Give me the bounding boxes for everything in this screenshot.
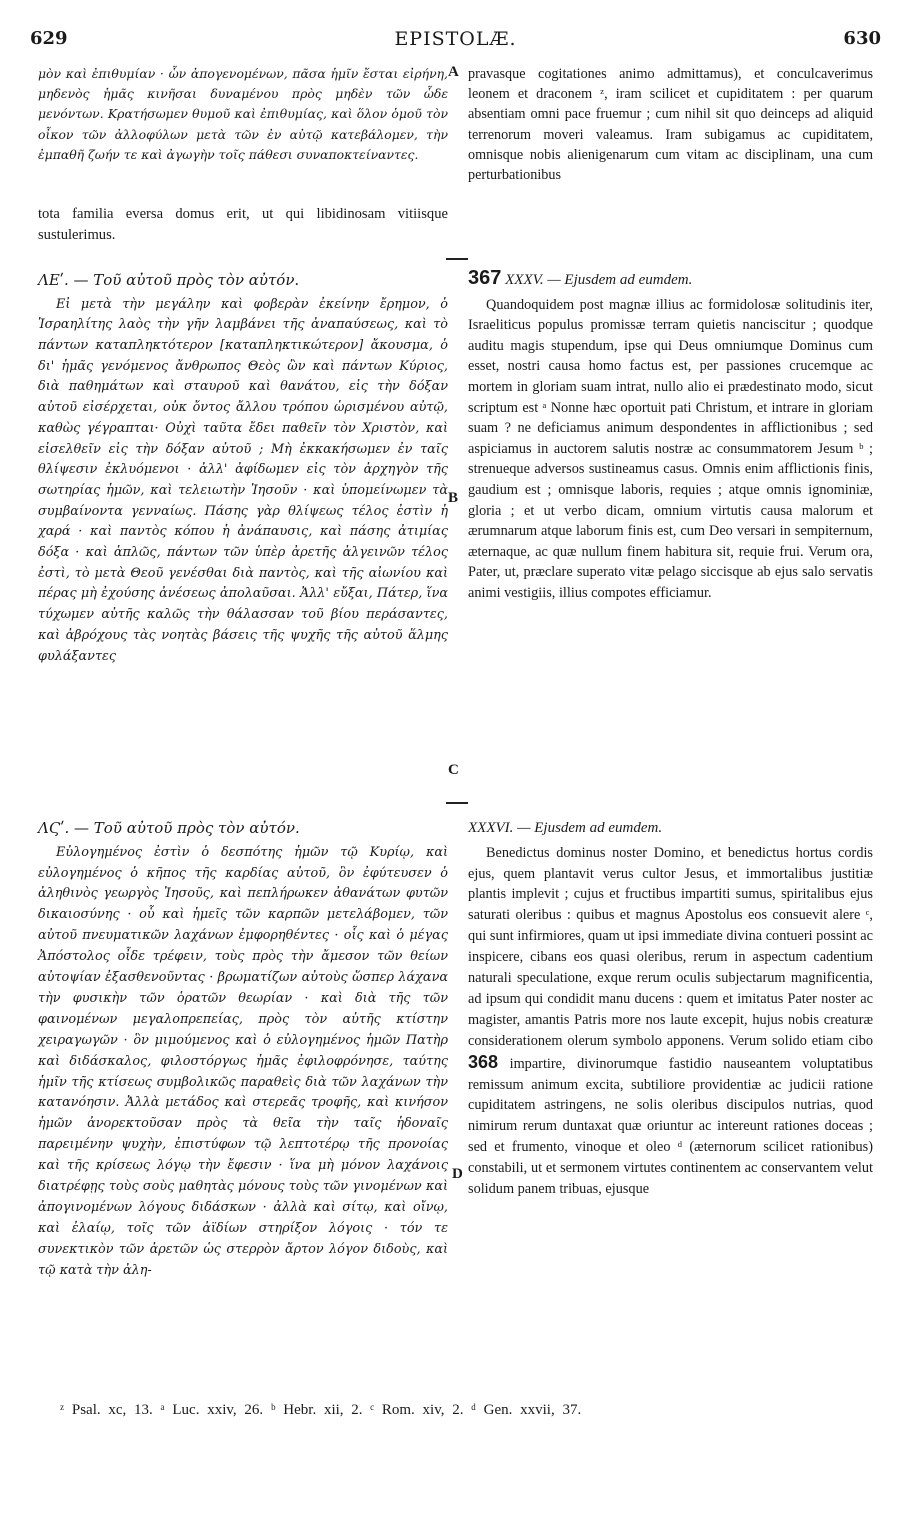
page-number-left: 629 (30, 28, 68, 49)
section-35-latin (468, 268, 873, 604)
footnotes: ᶻ Psal. xc, 13. ᵃ Luc. xxiv, 26. ᵇ Hebr. xii, 2. ᶜ Rom. xiv, 2. ᵈ Gen. xxvii, 37. (60, 1402, 582, 1418)
page-header (30, 28, 881, 58)
latin-text: pravasque cogitationes animo admittamus), et conculcaverimus leonem et draconem ᶻ, iram scilicet et cupiditatem : per quarum absentiam omni pace fruemur ; cum nihil sit quo deinceps ad aliquid terrenorum moveri valeamus. Iram subigamus ac cupiditatem, omnisque nobis alienigenarum cum vitam ac disciplinam, una cum perturbationibus (468, 66, 873, 184)
section-divider (446, 802, 468, 804)
latin-heading-text-35: XXXV. — Ejusdem ad eumdem. (505, 272, 693, 288)
greek-continuation (38, 64, 448, 165)
latin-body-36-part2: impartire, divinorumque fastidio nauseantem voluptatibus remissum animum excita, subtiliore providentiæ ac judicii ratione cupiditatem astringens, ne solis oleribus discipulos nutrias, quod nimirum rerum duntaxat quæ oriuntur ac intereunt rationes doceas ; sed et frumento, vinoque et oleo ᵈ (æternorum scilicet rationibus) constabili, ut et sermonem virtutes continentem ac conservantem velut solidum panem tribuas, ejusque (468, 1055, 873, 1198)
latin-body-35: Quandoquidem post magnæ illius ac formidolosæ solitudinis iter, Israeliticus populus promissæ terram quietis nanciscitur ; quodque auditu magis stupendum, ipse qui Deus omniumque Dominus cum esset, nostri causa homo factus est, per passiones crucemque ac mortem in gloriam suam intrat, nullo alio ei prædestinato modo, sicut scriptum est ᵃ Nonne hæc oportuit pati Christum, et intrare in gloriam suam ? ne deficiamus animum despondentes in afflictionibus ; sed aspiciamus in auctorem salutis nostræ ac consummatorem Jesum ᵇ ; strenueque adversos sustineamus casus. Omnis enim afflictionis finis, gaudium est ; omnisque laboris, requies ; atque omnis ignominiæ, gloria ; et ut verbo dicam, omnium virtutis causa malorum et ærumnarum atque laborum finis est, cum Deo versari in sempiternum, æternaque, ac quæ nullum finem habitura sit, requie frui. Verum ora, Pater, ut, præclare superato vitæ pelago siccisque ab ejus salo servatis animi vestigiis, illius compotes efficiamur. (468, 296, 873, 601)
column-number-367: 367 (468, 267, 502, 289)
latin-tail-text: tota familia eversa domus erit, ut qui libidinosam vitiisque sustulerimus. (38, 206, 448, 243)
page-number-right: 630 (843, 28, 881, 49)
latin-body-36-part1: Benedictus dominus noster Domino, et benedictus hortus cordis ejus, quem plantavit verus cultor Jesus, et immortalibus justitiæ plantis implevit ; cujus et fructibus impartiti sumus, spiritalibus ejus saturati oleribus : quibus et magnus Apostolus eos consuevit alere ᶜ, qui sunt infirmiores, quam ut ipsi immediate divina contueri possint ac inspicere, cibans eos quasi oleribus, rerum in aspectum cadentium naturali speculatione, exque rerum oculis subjectarum magnificentia, ad ipsum qui condidit manu ducens : quem et imitatus Pater noster ac magister, amantis Patris more nos laute excepit, hujus nobis creaturæ considerationem olerum symbolo apponens. Verum solido etiam cibo (468, 844, 873, 1049)
greek-body-36: Εὐλογημένος ἐστὶν ὁ δεσπότης ἡμῶν τῷ Κυρίῳ, καὶ εὐλογημένος ὁ κῆπος τῆς καρδίας αὐτοῦ, ὃν ἐφύτευσεν ὁ ἀληθινὸς γεωργὸς Ἰησοῦς, καὶ πεπλήρωκεν ἀθανάτων φυτῶν δικαιοσύνης · οὗ καὶ ἡμεῖς τῶν καρπῶν μετελάβομεν, τῶν αὐτοῦ πνευματικῶν λαχάνων ἐμφορηθέντες · οἷς καὶ ὁ μέγας Ἀπόστολος οἶδε τρέφειν, τοὺς πρὸς τὴν ἄμεσον τῶν θείων αὐτοψίαν ἐξασθενοῦντας · βρωματίζων αὐτοὺς ὥσπερ λάχανα τὴν φυσικὴν τῶν ὁρατῶν θεωρίαν · καὶ διὰ τῆς τῶν φαινομένων μεγαλοπρεπείας, πρὸς τὸν αὐτῆς κτίστην χειραγωγῶν · ὃν μιμούμενος καὶ ὁ εὐλογημένος ἡμῶν Πατὴρ καὶ διδάσκαλος, φιλοστόργως ἡμᾶς ἐφιλοφρόνησε, ταύτης ἡμῖν τῆς κτίσεως συμβολικῶς παραθεὶς διὰ τῶν λαχάνων τὴν κατανόησιν. Ἀλλὰ μετάδος καὶ στερεᾶς τροφῆς, καὶ κινήσον ἡμῶν ἀνορεκτοῦσαν πρὸς τὰ θεῖα τὴν ταῖς ἡδοναῖς παρειμένην ψυχὴν, ἐπιστύφων τῷ λεπτοτέρῳ τῆς προνοίας καὶ τῆς κρίσεως λόγῳ τὴν ἔφεσιν · ἵνα μὴ μόνον λαχάνοις διατρέφῃς τοὺς σοὺς μαθητὰς μόνους τοὺς τῶν γινομένων καὶ ἀπογινομένων λόγους διδάσκων · ἀλλὰ καὶ σίτῳ, καὶ οἴνῳ, καὶ ἐλαίῳ, τοῖς τῶν ἀϊδίων στηρίξον λόγοις · τόν τε συνεκτικὸν τῶν ἀρετῶν ὡς στερρὸν ἄρτον λόγον διδοὺς, καὶ τῷ κατὰ τὴν ἀλη- (38, 844, 448, 1278)
margin-letter-b: B (448, 490, 459, 506)
latin-continuation (468, 64, 873, 185)
margin-letter-d: D (452, 1166, 463, 1182)
greek-heading-35: ΛΕʹ. — Τοῦ αὐτοῦ πρὸς τὸν αὐτόν. (38, 271, 300, 289)
latin-body-36 (468, 843, 873, 1200)
latin-heading-35 (468, 268, 873, 291)
column-number-368: 368 (468, 1051, 499, 1072)
section-35-greek (38, 270, 448, 667)
running-title: EPISTOLÆ. (394, 28, 517, 50)
latin-continuation-tail (38, 204, 448, 245)
margin-letter-c: C (448, 762, 459, 778)
section-divider (446, 258, 468, 260)
greek-body-35: Εἰ μετὰ τὴν μεγάλην καὶ φοβερὰν ἐκείνην ἔρημον, ὁ Ἰσραηλίτης λαὸς τὴν γῆν λαμβάνει τῆς ἀναπαύσεως, καὶ τὸ πάντων καταπληκτότερον [καταπληκτικώτερον] ἄκουσμα, ὁ δι' ἡμᾶς γενόμενος ἄνθρωπος Θεὸς ὢν καὶ πάντων Κύριος, διὰ παθημάτων καὶ σταυροῦ καὶ θανάτου, εἰς τὴν δόξαν αὐτοῦ εἰσέρχεται, οὐκ ὄντος ἄλλου τρόπου ὡρισμένου αὐτῷ, καθὼς γέγραπται· Οὐχὶ ταῦτα ἔδει παθεῖν τὸν Χριστὸν, καὶ εἰσελθεῖν εἰς τὴν δόξαν αὐτοῦ ; Μὴ ἐκκακήσωμεν ἐν ταῖς θλίψεσιν ἐκλυόμενοι · ἀλλ' ἀφίδωμεν εἰς τὸν ἀρχηγὸν τῆς σωτηρίας ἡμῶν, καὶ τελειωτὴν Ἰησοῦν · καὶ ὑπομείνωμεν τὰ συμβαίνοντα γενναίως. Πάσης γὰρ θλίψεως τέλος ἐστὶν ἡ χαρά · καὶ παντὸς κόπου ἡ ἀνάπαυσις, καὶ πάσης ἀτιμίας δόξα · καὶ ἁπλῶς, πάντων τῶν ὑπὲρ ἀρετῆς ἀλγεινῶν τέλος ἐστὶ, τὸ μετὰ Θεοῦ γενέσθαι διὰ παντὸς, καὶ τῆς αἰωνίου καὶ πέρας μὴ ἐχούσης ἀνέσεως ἀπολαῦσαι. Ἀλλ' εὔξαι, Πάτερ, ἵνα τύχωμεν αὐτῆς καλῶς τὴν θάλασσαν τοῦ βίου περάσαντες, καὶ ἀβρόχους τὰς νοητὰς βάσεις τῆς ψυχῆς τῆς αὐτοῦ ἅλμης φυλάξαντες (38, 296, 448, 664)
section-36-latin (468, 818, 873, 1200)
section-36-greek (38, 818, 448, 1282)
margin-letter-a: A (448, 64, 459, 80)
greek-text: μὸν καὶ ἐπιθυμίαν · ὧν ἀπογενομένων, πᾶσα ἡμῖν ἔσται εἰρήνη, μηδενὸς ἡμᾶς κινῆσαι δυναμένου πρὸς μηδὲν τῶν ὧδε μενόντων. Κρατήσωμεν θυμοῦ καὶ ἐπιθυμίας, καὶ ὅλον ὁμοῦ τὸν οἶκον τῶν ἀλλοφύλων μετὰ τῶν ἐν αὐτῷ κατεβάλομεν, τὴν ἐμπαθῆ ζωήν τε καὶ ἀγωγὴν τοῖς πάθεσι συναποκτείναντες. (38, 66, 448, 162)
latin-heading-36: XXXVI. — Ejusdem ad eumdem. (468, 820, 663, 836)
greek-heading-36: ΛϚʹ. — Τοῦ αὐτοῦ πρὸς τὸν αὐτόν. (38, 819, 300, 837)
